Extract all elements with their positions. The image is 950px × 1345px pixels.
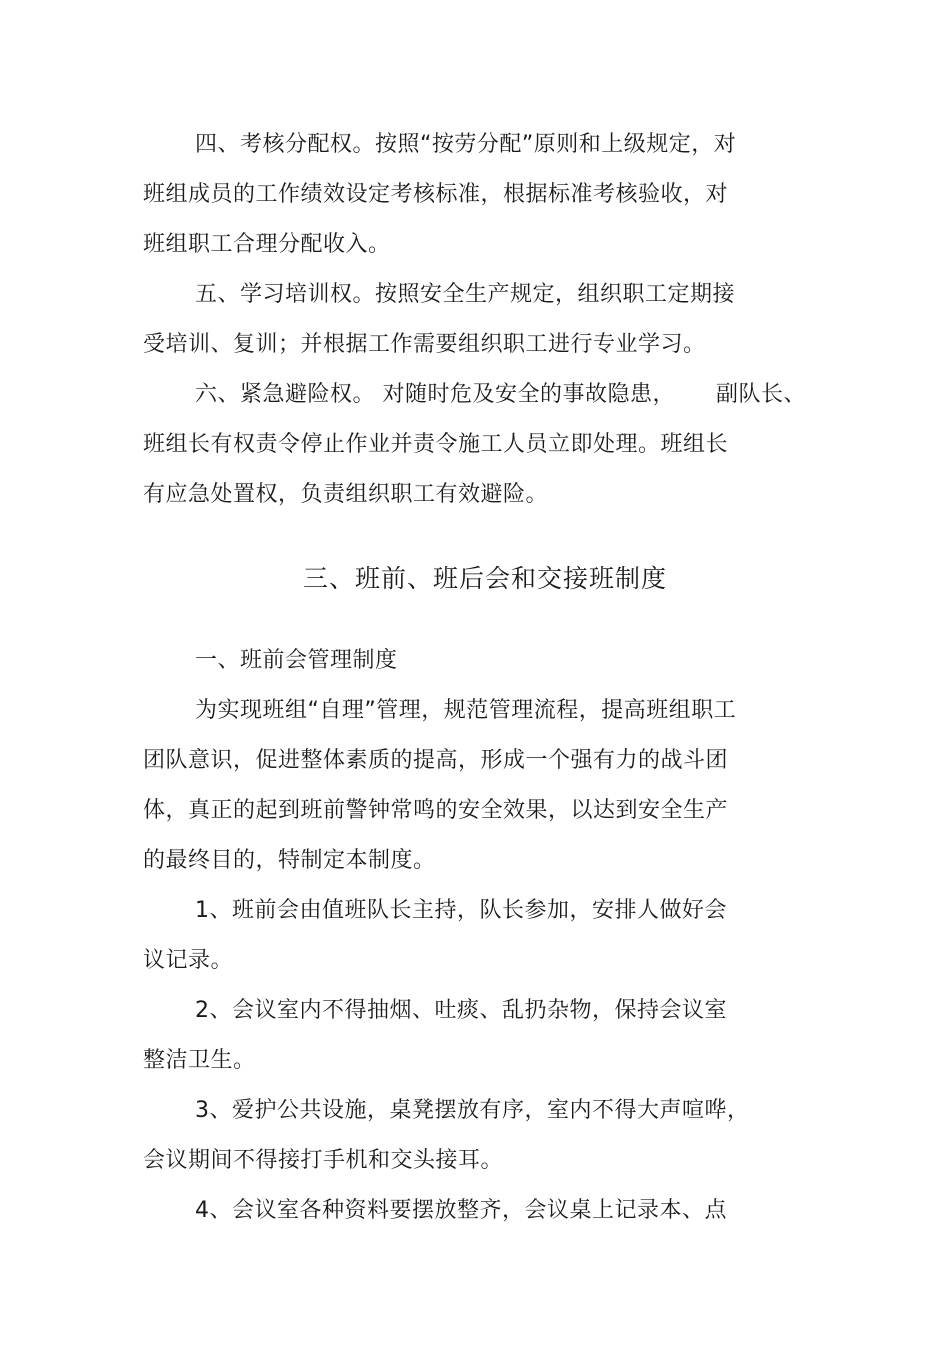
rule-3-line-1: 3、爱护公共设施，桌凳摆放有序，室内不得大声喧哗， — [195, 1098, 750, 1123]
rule-4-line-1: 4、会议室各种资料要摆放整齐，会议桌上记录本、点 — [195, 1198, 727, 1223]
item-four-line-3: 班组职工合理分配收入。 — [143, 232, 391, 257]
item-five-line-1: 五、学习培训权。按照安全生产规定，组织职工定期接 — [195, 282, 736, 307]
item-six-line-1: 六、紧急避险权。 对随时危及安全的事故隐患， — [195, 382, 675, 407]
rule-2-line-2: 整洁卫生。 — [143, 1048, 256, 1073]
section-three-subtitle: 一、班前会管理制度 — [195, 648, 398, 673]
rule-2-line-1: 2、会议室内不得抽烟、吐痰、乱扔杂物，保持会议室 — [195, 998, 727, 1023]
item-four-line-1: 四、考核分配权。按照“按劳分配”原则和上级规定，对 — [195, 132, 737, 157]
rule-3-line-2: 会议期间不得接打手机和交头接耳。 — [143, 1148, 504, 1173]
item-six-line-2: 班组长有权责令停止作业并责令施工人员立即处理。班组长 — [143, 432, 729, 457]
intro-line-1: 为实现班组“自理”管理，规范管理流程，提高班组职工 — [195, 698, 737, 723]
intro-line-3: 体，真正的起到班前警钟常鸣的安全效果，以达到安全生产 — [143, 798, 729, 823]
item-five-line-2: 受培训、复训；并根据工作需要组织职工进行专业学习。 — [143, 332, 706, 357]
section-three-title: 三、班前、班后会和交接班制度 — [303, 564, 668, 593]
item-six-line-1-tail: 副队长、 — [716, 382, 807, 407]
intro-line-2: 团队意识，促进整体素质的提高，形成一个强有力的战斗团 — [143, 748, 729, 773]
intro-line-4: 的最终目的，特制定本制度。 — [143, 848, 436, 873]
item-four-line-2: 班组成员的工作绩效设定考核标准，根据标准考核验收，对 — [143, 182, 729, 207]
item-six-line-3: 有应急处置权，负责组织职工有效避险。 — [143, 482, 549, 507]
rule-1-line-2: 议记录。 — [143, 948, 234, 973]
rule-1-line-1: 1、班前会由值班队长主持，队长参加，安排人做好会 — [195, 898, 727, 923]
